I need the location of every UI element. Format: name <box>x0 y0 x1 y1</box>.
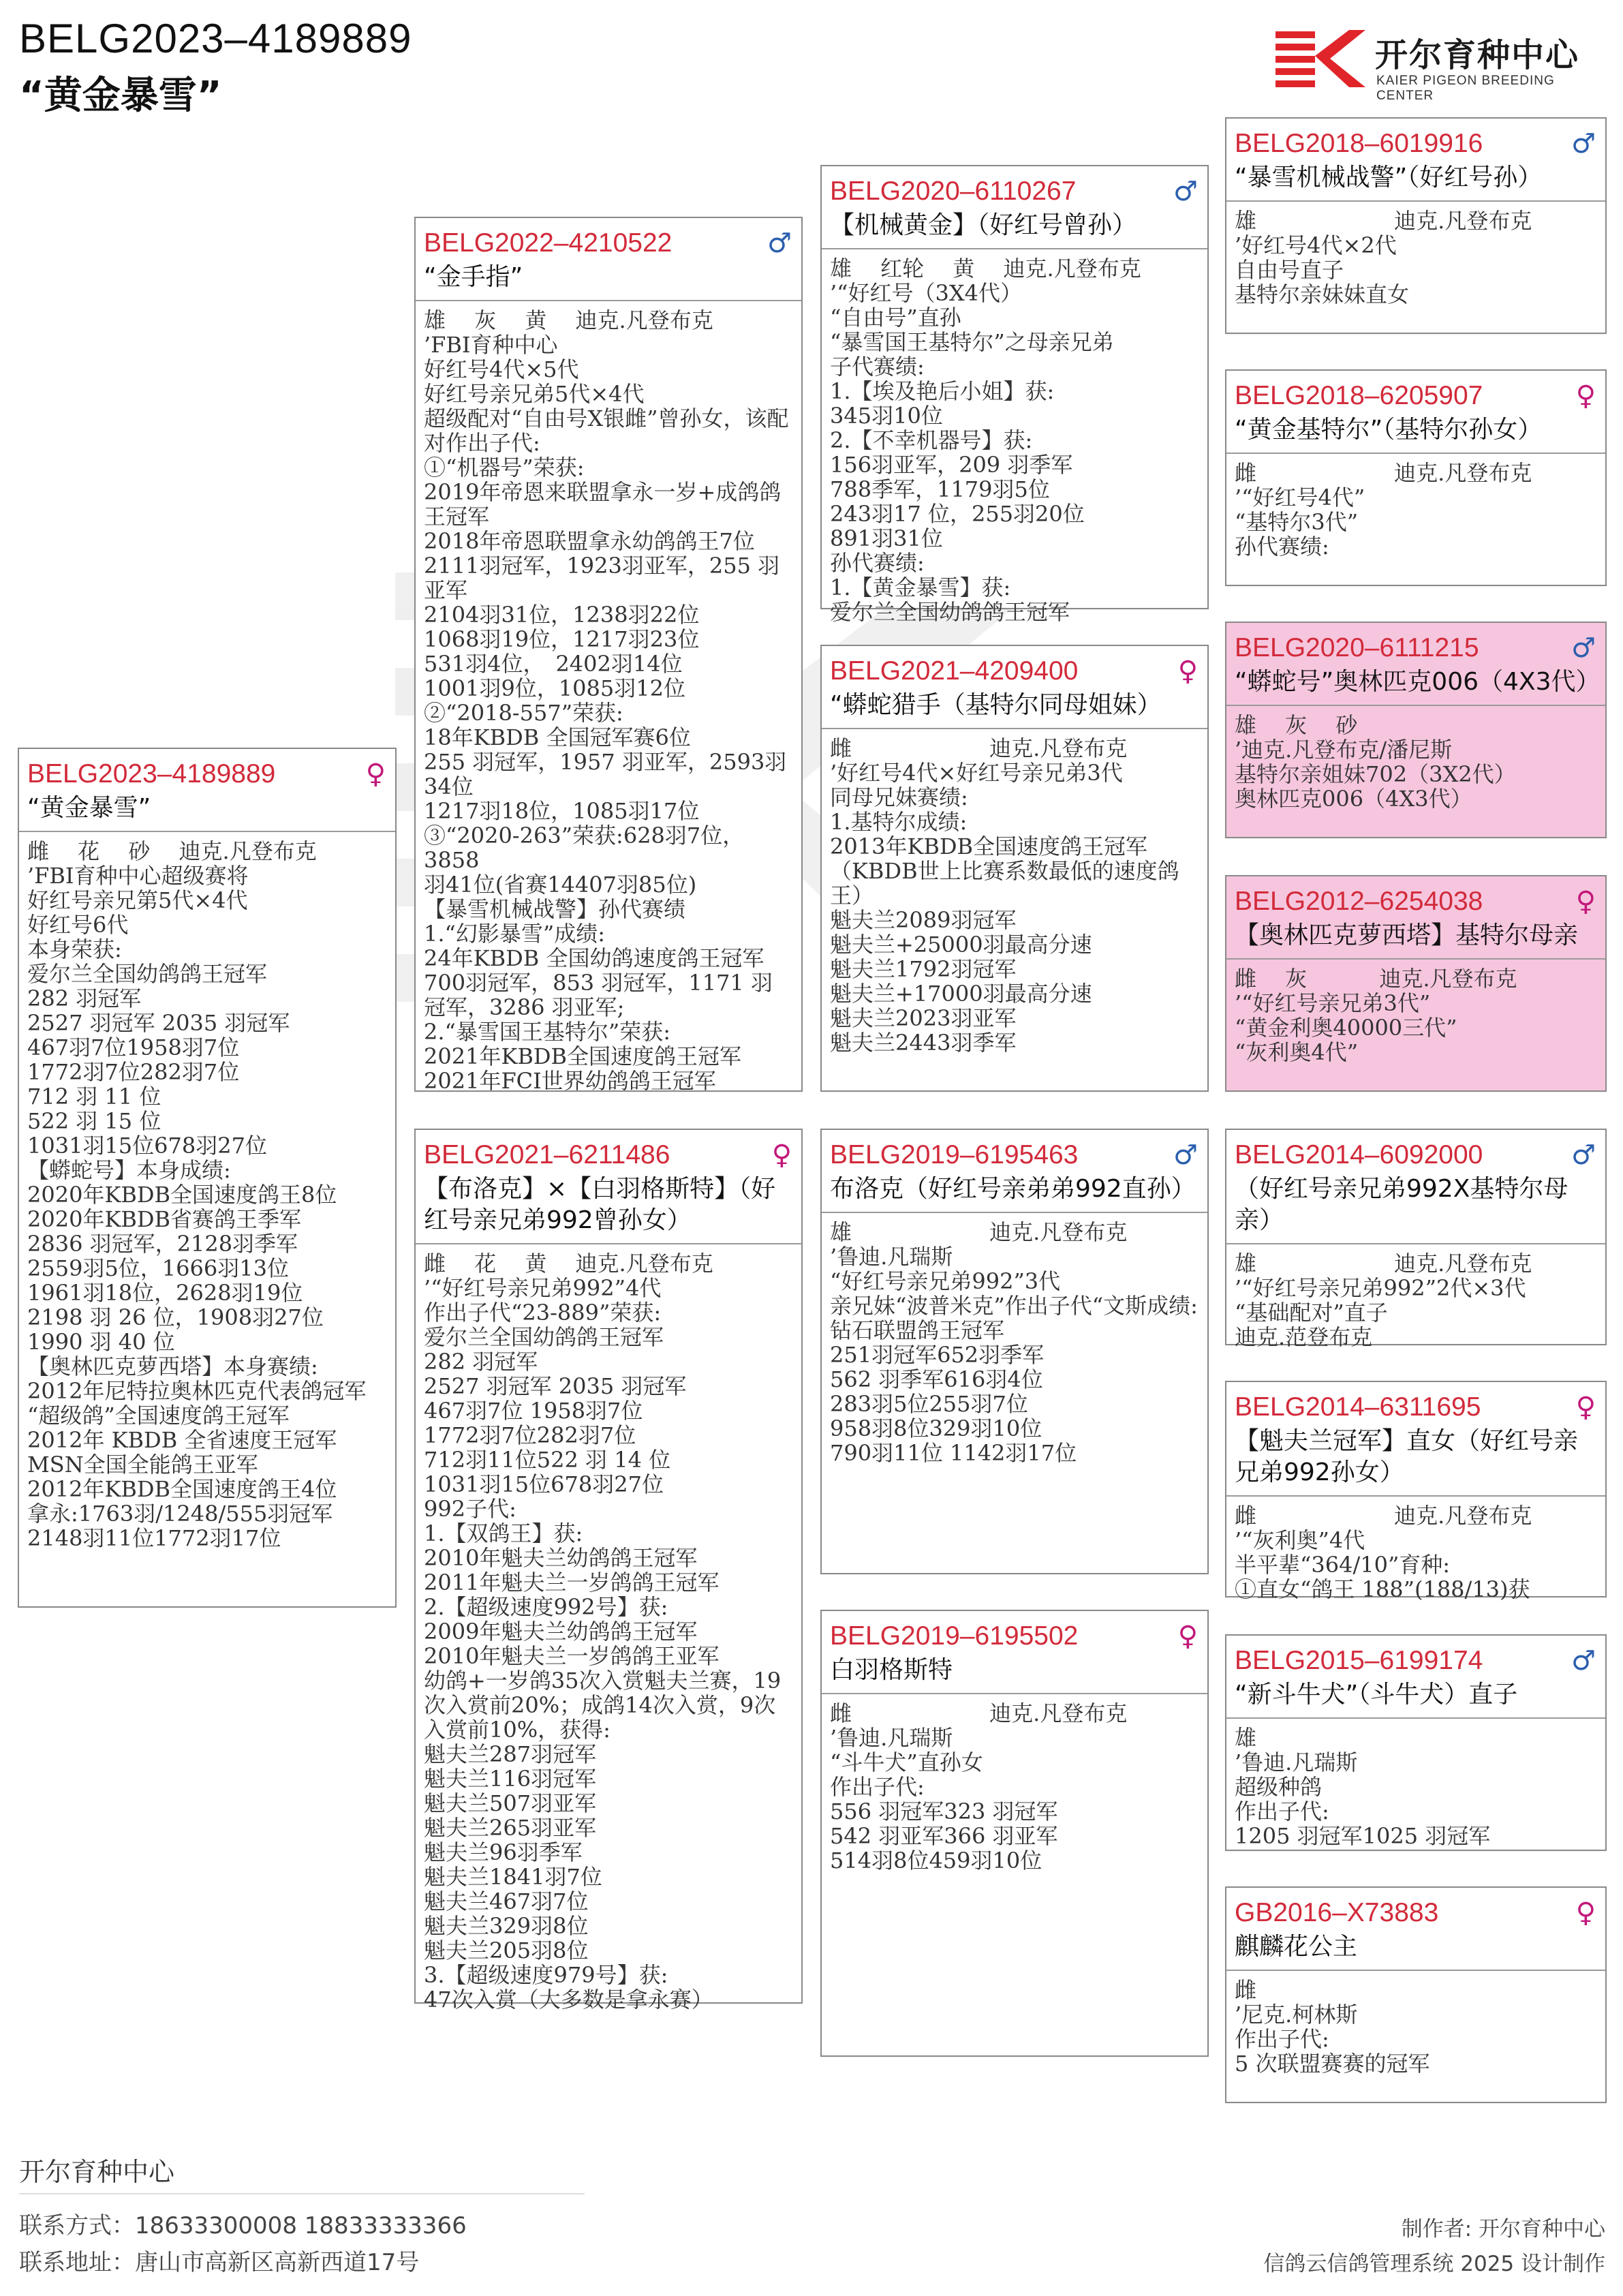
detail-line: 魁夫兰2089羽冠军 <box>830 907 1017 933</box>
header-pigeon-name: “黄金暴雪” <box>19 74 222 118</box>
detail-line: 467羽7位 1958羽7位 <box>424 1398 643 1424</box>
detail-line: 魁夫兰265羽亚军 <box>424 1815 597 1841</box>
pedigree-card-dam[interactable] <box>414 1129 803 2012</box>
detail-line: 243羽17 位，255羽20位 <box>830 501 1085 527</box>
footer-system: 信鸽云信鸽管理系统 2025 设计制作 <box>1263 2252 1605 2276</box>
detail-line: ’好红号4代×2代 <box>1235 232 1397 258</box>
detail-line: 2.“暴雪国王基特尔”荣获: <box>424 1019 671 1045</box>
pedigree-card-subject[interactable] <box>18 748 397 1608</box>
pigeon-title: “黄金暴雪” <box>27 794 151 822</box>
ring-number: BELG2019–6195502 <box>830 1621 1079 1651</box>
detail-line: 魁夫兰467羽7位 <box>424 1888 589 1914</box>
detail-line: 542 羽亚军366 羽亚军 <box>830 1823 1058 1849</box>
detail-line: 790羽11位 1142羽17位 <box>830 1440 1077 1466</box>
detail-line: ①直女“鸽王 188”(188/13)获 <box>1235 1576 1530 1602</box>
card-header <box>822 166 1207 249</box>
detail-line: 好红号4代×5代 <box>424 356 579 382</box>
detail-line: 魁夫兰507羽亚军 <box>424 1790 597 1816</box>
detail-lines <box>27 863 387 1550</box>
detail-line: 魁夫兰1792羽冠军 <box>830 956 1017 982</box>
detail-line: ’鲁迪.凡瑞斯 <box>830 1244 953 1270</box>
detail-line: 魁夫兰+25000羽最高分速 <box>830 932 1092 958</box>
pigeon-meta: 雄 迪克.凡登布克 <box>1235 1251 1532 1276</box>
detail-line: 2836 羽冠军，2128羽季军 <box>27 1231 298 1257</box>
detail-line: 钻石联盟鸽王冠军 <box>830 1317 1005 1343</box>
detail-line: 2010年魁夫兰幼鸽鸽王冠军 <box>424 1545 698 1571</box>
card-details <box>416 301 801 1093</box>
detail-line: 156羽亚军，209 羽季军 <box>830 452 1073 478</box>
pedigree-card-ddd[interactable] <box>1225 1886 1607 2103</box>
detail-line: 魁夫兰205羽8位 <box>424 1938 589 1963</box>
detail-lines <box>424 1276 793 2012</box>
detail-line: “基特尔3代” <box>1235 509 1359 535</box>
pigeon-title: 【魁夫兰冠军】直女（好红号亲兄弟992孙女） <box>1235 1427 1579 1486</box>
detail-line: 2020年KBDB省赛鸽王季军 <box>27 1206 302 1232</box>
detail-line: 幼鸽+一岁鸽35次入赏魁夫兰赛，19次入赏前20%；成鸽14次入赏，9次入赏前10%，获得: <box>424 1668 782 1743</box>
kaier-logo <box>1273 26 1607 103</box>
ring-number: BELG2012–6254038 <box>1235 887 1483 916</box>
detail-line: 1772羽7位282羽7位 <box>424 1422 636 1448</box>
detail-line: 孙代赛绩: <box>1235 534 1329 560</box>
detail-line: 1217羽18位，1085羽17位 <box>424 798 700 824</box>
detail-line: 自由号直子 <box>1235 257 1344 283</box>
detail-line: 2009年魁夫兰幼鸽鸽王冠军 <box>424 1619 698 1644</box>
pigeon-meta: 雄 迪克.凡登布克 <box>1235 208 1532 234</box>
ring-number: BELG2019–6195463 <box>830 1140 1079 1169</box>
footer-address: 联系地址：唐山市高新区高新西道17号 <box>19 2249 420 2276</box>
detail-lines <box>830 281 1199 624</box>
ring-number: BELG2021–6211486 <box>424 1140 670 1169</box>
card-details <box>1226 706 1605 811</box>
pigeon-title: 布洛克（好红号亲弟弟992直孙） <box>830 1175 1196 1203</box>
card-header <box>416 218 801 301</box>
pedigree-card-sire-sire[interactable] <box>820 165 1209 625</box>
detail-line: 24年KBDB 全国幼鸽速度鸽王冠军 <box>424 945 764 971</box>
pigeon-title: “新斗牛犬”（斗牛犬）直子 <box>1235 1681 1518 1709</box>
detail-line: 2012年KBDB全国速度鸽王4位 <box>27 1476 337 1502</box>
detail-lines <box>1235 2002 1597 2076</box>
detail-line: 本身荣获: <box>27 936 122 962</box>
pedigree-card-sire-dam[interactable] <box>820 645 1209 1092</box>
card-header <box>1226 1382 1605 1497</box>
detail-line: 半平辈“364/10”育种: <box>1235 1552 1451 1578</box>
detail-line: 2021年KBDB全国速度鸽王冠军 <box>424 1043 742 1069</box>
pigeon-title: “暴雪机械战警”（好红号孙） <box>1235 164 1543 192</box>
footer-divider <box>19 2193 585 2194</box>
detail-line: 2012年尼特拉奥林匹克代表鸽冠军 <box>27 1378 367 1404</box>
detail-line: 712 羽 11 位 <box>27 1084 161 1109</box>
pigeon-meta: 雄 迪克.凡登布克 <box>830 1219 1128 1245</box>
detail-line: 1961羽18位，2628羽19位 <box>27 1280 303 1306</box>
detail-line: 2148羽11位1772羽17位 <box>27 1525 281 1551</box>
detail-line: 魁夫兰329羽8位 <box>424 1913 589 1939</box>
detail-line: 47次入赏（大多数是拿永赛） <box>424 1987 713 2012</box>
detail-line: 18年KBDB 全国冠军赛6位 <box>424 724 691 750</box>
detail-line: 556 羽冠军323 羽冠军 <box>830 1798 1058 1824</box>
pigeon-meta: 雄 红轮 黄 迪克.凡登布克 <box>830 256 1141 281</box>
header-ring-number: BELG2023–4189889 <box>19 16 412 61</box>
pedigree-card-sire[interactable] <box>414 217 803 1092</box>
detail-line: 基特尔亲妹妹直女 <box>1235 281 1410 307</box>
detail-line: “斗牛犬”直孙女 <box>830 1749 983 1775</box>
female-icon: ♀ <box>1177 1621 1198 1652</box>
detail-line: 好红号亲兄弟5代×4代 <box>424 381 645 407</box>
detail-line: 孙代赛绩: <box>830 550 925 576</box>
detail-line: 531羽4位， 2402羽14位 <box>424 651 683 677</box>
detail-line: ’“好红号亲兄弟992”2代×3代 <box>1235 1275 1526 1301</box>
detail-line: ’鲁迪.凡瑞斯 <box>830 1725 953 1751</box>
detail-line: 5 次联盟赛赛的冠军 <box>1235 2051 1430 2077</box>
pigeon-meta: 雌 迪克.凡登布克 <box>1235 460 1532 486</box>
card-header <box>822 1130 1207 1213</box>
pigeon-meta: 雄 <box>1235 1725 1257 1751</box>
footer-phone: 联系方式：18633300008 18833333366 <box>19 2212 467 2239</box>
detail-line: 爱尔兰全国幼鸽鸽王冠军 <box>424 1324 664 1350</box>
detail-line: 奥林匹克006（4X3代） <box>1235 786 1472 812</box>
pigeon-title: 麒麟花公主 <box>1235 1933 1358 1961</box>
detail-line: 魁夫兰2443羽季军 <box>830 1030 1017 1056</box>
detail-line: 522 羽 15 位 <box>27 1108 161 1134</box>
detail-line: 2010年魁夫兰一岁鸽鸽王亚军 <box>424 1643 720 1669</box>
male-icon: ♂ <box>767 228 792 259</box>
card-details <box>1226 1719 1605 1848</box>
detail-lines <box>1235 1750 1597 1848</box>
detail-line: 爱尔兰全国幼鸽鸽王冠军 <box>830 599 1070 625</box>
detail-line: 3.【超级速度979号】获: <box>424 1962 668 1988</box>
detail-line: 魁夫兰1841羽7位 <box>424 1864 602 1890</box>
pigeon-meta: 雌 花 黄 迪克.凡登布克 <box>424 1251 713 1276</box>
detail-line: 作出子代: <box>1235 1798 1329 1824</box>
detail-line: 【奥林匹克萝西塔】本身赛绩: <box>27 1353 318 1379</box>
detail-line: 2527 羽冠军 2035 羽冠军 <box>27 1010 290 1036</box>
card-header <box>1226 1888 1605 1971</box>
detail-line: ’“好红号（3X4代） <box>830 280 1023 306</box>
card-details <box>1226 202 1605 307</box>
card-header <box>1226 371 1605 454</box>
detail-line: 羽41位(省赛14407羽85位) <box>424 872 697 898</box>
detail-line: 992子代: <box>424 1496 516 1522</box>
card-header <box>1226 119 1605 202</box>
detail-line: “超级鸽”全国速度鸽王冠军 <box>27 1403 290 1428</box>
pigeon-meta: 雌 <box>1235 1977 1257 2003</box>
detail-line: 958羽8位329羽10位 <box>830 1415 1042 1441</box>
detail-line: 1031羽15位678羽27位 <box>27 1133 267 1159</box>
detail-line: 2011年魁夫兰一岁鸽鸽王冠军 <box>424 1570 720 1595</box>
detail-line: 2111羽冠军，1923羽亚军，255 羽亚军 <box>424 553 780 603</box>
detail-line: 超级种鸽 <box>1235 1774 1323 1800</box>
pigeon-meta: 雌 灰 迪克.凡登布克 <box>1235 966 1517 992</box>
detail-lines <box>424 333 793 1093</box>
detail-line: “基础配对”直子 <box>1235 1300 1388 1326</box>
detail-line: 2.【超级速度992号】获: <box>424 1594 668 1620</box>
detail-line: 亲兄妹“波普米克”作出子代“文斯成绩: <box>830 1293 1198 1319</box>
detail-line: 1.【埃及艳后小姐】获: <box>830 378 1055 404</box>
kaier-k-logo-icon <box>1273 26 1368 91</box>
detail-line: 562 羽季军616羽4位 <box>830 1366 1043 1392</box>
pedigree-card-ssd[interactable] <box>1225 369 1607 586</box>
detail-line: “好红号亲兄弟992”3代 <box>830 1268 1061 1294</box>
detail-line: 子代赛绩: <box>830 354 925 380</box>
detail-line: “暴雪国王基特尔”之母亲兄弟 <box>830 329 1114 355</box>
detail-line: 【暴雪机械战警】孙代赛绩 <box>424 896 686 922</box>
pedigree-card-sds[interactable] <box>1225 622 1607 838</box>
detail-line: “自由号”直孙 <box>830 305 961 331</box>
card-details <box>1226 1244 1605 1349</box>
female-icon: ♀ <box>1575 380 1596 412</box>
detail-lines <box>830 1244 1199 1465</box>
card-details <box>1226 1971 1605 2076</box>
pigeon-title: “蟒蛇猎手（基特尔同母姐妹） <box>830 691 1162 719</box>
female-icon: ♀ <box>1575 886 1596 917</box>
detail-line: ’“灰利奥”4代 <box>1235 1527 1365 1553</box>
detail-line: ’迪克.凡登布克/潘尼斯 <box>1235 737 1453 763</box>
ring-number: BELG2015–6199174 <box>1235 1646 1483 1675</box>
detail-line: 1.【黄金暴雪】获: <box>830 575 1011 600</box>
detail-line: ②“2018-557”荣获: <box>424 700 623 726</box>
pedigree-card-dds[interactable] <box>1225 1634 1607 1851</box>
detail-line: 魁夫兰287羽冠军 <box>424 1741 597 1767</box>
card-header <box>1226 1636 1605 1719</box>
detail-line: “黄金利奥40000三代” <box>1235 1015 1457 1041</box>
detail-line: 2198 羽 26 位，1908羽27位 <box>27 1304 324 1330</box>
card-details <box>822 1213 1207 1465</box>
ring-number: BELG2014–6092000 <box>1235 1140 1483 1169</box>
pigeon-meta: 雄 灰 砂 <box>1235 712 1358 738</box>
detail-line: 345羽10位 <box>830 403 943 429</box>
detail-line: 282 羽冠军 <box>27 985 142 1011</box>
detail-line: 2019年帝恩来联盟拿永一岁+成鸽鸽王冠军 <box>424 479 782 530</box>
footer-organization: 开尔育种中心 <box>19 2157 175 2187</box>
card-header <box>1226 1130 1605 1244</box>
card-header <box>1226 876 1605 960</box>
male-icon: ♂ <box>1571 1139 1596 1171</box>
card-details <box>1226 454 1605 559</box>
detail-lines <box>1235 991 1597 1065</box>
pigeon-title: 白羽格斯特 <box>830 1656 953 1684</box>
detail-line: 作出子代“23-889”荣获: <box>424 1300 662 1326</box>
detail-lines <box>1235 737 1597 811</box>
detail-line: 1.【双鸽王】获: <box>424 1520 583 1546</box>
detail-line: 891羽31位 <box>830 525 943 551</box>
pedigree-card-sdd[interactable] <box>1225 875 1607 1092</box>
detail-line: 魁夫兰96羽季军 <box>424 1839 583 1865</box>
detail-line: MSN全国全能鸽王亚军 <box>27 1452 258 1478</box>
card-details <box>1226 1497 1605 1602</box>
detail-line: ’“好红号亲兄弟992”4代 <box>424 1275 662 1301</box>
detail-line: ’FBI育种中心 <box>424 332 558 358</box>
detail-lines <box>830 1726 1199 1873</box>
detail-line: 514羽8位459羽10位 <box>830 1848 1042 1873</box>
pedigree-card-dam-dam[interactable] <box>820 1610 1209 2057</box>
detail-line: 1031羽15位678羽27位 <box>424 1471 664 1497</box>
detail-line: 2.【不幸机器号】获: <box>830 427 1033 453</box>
card-details <box>822 729 1207 1055</box>
detail-line: 282 羽冠军 <box>424 1349 538 1375</box>
detail-line: 基特尔亲姐妹702（3X2代） <box>1235 761 1516 787</box>
detail-line: 作出子代: <box>830 1774 925 1800</box>
detail-line: 255 羽冠军，1957 羽亚军，2593羽34位 <box>424 749 787 799</box>
card-details <box>19 832 395 1550</box>
pigeon-meta: 雄 灰 黄 迪克.凡登布克 <box>424 307 713 333</box>
detail-lines <box>830 761 1199 1055</box>
detail-line: 2013年KBDB全国速度鸽王冠军 <box>830 833 1148 859</box>
detail-line: 1001羽9位，1085羽12位 <box>424 675 685 701</box>
detail-line: 魁夫兰2023羽亚军 <box>830 1005 1017 1031</box>
detail-line: 788季军，1179羽5位 <box>830 476 1050 502</box>
footer-maker: 制作者: 开尔育种中心 <box>1401 2217 1605 2241</box>
male-icon: ♂ <box>1571 1645 1596 1677</box>
detail-line: 2104羽31位，1238羽22位 <box>424 602 700 628</box>
detail-line: 拿永:1763羽/1248/555羽冠军 <box>27 1501 333 1527</box>
detail-line: 2559羽5位，1666羽13位 <box>27 1255 289 1281</box>
male-icon: ♂ <box>1571 632 1596 664</box>
card-details <box>416 1244 801 2012</box>
detail-line: 251羽冠军652羽季军 <box>830 1342 1045 1368</box>
detail-line: 1205 羽冠军1025 羽冠军 <box>1235 1823 1491 1849</box>
detail-line: ③“2020-263”荣获:628羽7位，3858 <box>424 823 745 873</box>
detail-line: 【蟒蛇号】本身成绩: <box>27 1157 231 1183</box>
card-details <box>822 249 1207 624</box>
detail-line: ’尼克.柯林斯 <box>1235 2002 1358 2027</box>
detail-line: ’鲁迪.凡瑞斯 <box>1235 1749 1358 1775</box>
detail-line: 好红号6代 <box>27 912 129 938</box>
logo-chinese-name: 开尔育种中心 <box>1375 36 1580 74</box>
ring-number: BELG2023–4189889 <box>27 759 276 789</box>
female-icon: ♀ <box>771 1139 792 1171</box>
detail-line: ’“好红号亲兄弟3代” <box>1235 990 1431 1016</box>
card-header <box>822 1611 1207 1694</box>
detail-lines <box>1235 1528 1597 1602</box>
pigeon-title: 【布洛克】×【白羽格斯特】（好红号亲兄弟992曾孙女） <box>424 1175 776 1234</box>
ring-number: BELG2022–4210522 <box>424 228 673 258</box>
card-details <box>822 1694 1207 1873</box>
detail-line: 1.“幻影暴雪”成绩: <box>424 921 606 947</box>
card-header <box>416 1130 801 1244</box>
detail-line: “灰利奥4代” <box>1235 1039 1359 1065</box>
pigeon-meta: 雌 迪克.凡登布克 <box>830 735 1128 761</box>
detail-lines <box>1235 1276 1597 1349</box>
detail-lines <box>1235 485 1597 559</box>
detail-line: 1772羽7位282羽7位 <box>27 1059 240 1085</box>
pigeon-meta: 雌 花 砂 迪克.凡登布克 <box>27 838 317 864</box>
ring-number: BELG2020–6110267 <box>830 177 1077 206</box>
pigeon-title: 【机械黄金】（好红号曾孙） <box>830 211 1137 239</box>
pigeon-title: “金手指” <box>424 263 523 291</box>
detail-line: 同母兄妹赛绩: <box>830 784 968 810</box>
pedigree-card-sss[interactable] <box>1225 117 1607 334</box>
pigeon-title: “蟒蛇号”奥林匹克006（4X3代） <box>1235 668 1601 696</box>
female-icon: ♀ <box>1575 1392 1596 1423</box>
pigeon-title: （好红号亲兄弟992X基特尔母亲） <box>1235 1175 1568 1234</box>
card-header <box>822 646 1207 729</box>
detail-line: 2018年帝恩联盟拿永幼鸽鸽王7位 <box>424 528 755 554</box>
detail-line: 467羽7位1958羽7位 <box>27 1035 240 1060</box>
female-icon: ♀ <box>365 759 386 790</box>
detail-line: 迪克.范登布克 <box>1235 1324 1373 1350</box>
male-icon: ♂ <box>1173 176 1198 207</box>
logo-english-name: KAIER PIGEON BREEDING CENTER <box>1376 74 1555 103</box>
detail-line: 2012年 KBDB 全省速度王冠军 <box>27 1427 337 1453</box>
detail-line: ’好红号4代×好红号亲兄弟3代 <box>830 760 1123 786</box>
detail-line: 爱尔兰全国幼鸽鸽王冠军 <box>27 961 268 987</box>
pedigree-card-dss[interactable] <box>1225 1129 1607 1350</box>
ring-number: BELG2018–6019916 <box>1235 129 1483 158</box>
detail-line: ①“机器号”荣获: <box>424 455 585 480</box>
detail-line: （KBDB世上比赛系数最低的速度鸽王） <box>830 858 1179 908</box>
male-icon: ♂ <box>1571 128 1596 159</box>
detail-line: 好红号亲兄第5代×4代 <box>27 887 248 913</box>
detail-line: 283羽5位255羽7位 <box>830 1391 1028 1417</box>
ring-number: BELG2014–6311695 <box>1235 1392 1481 1422</box>
pigeon-meta: 雌 迪克.凡登布克 <box>830 1700 1128 1726</box>
detail-line: 2527 羽冠军 2035 羽冠军 <box>424 1373 687 1399</box>
detail-line: 700羽冠军，853 羽冠军，1171 羽冠军，3286 羽亚军; <box>424 970 773 1020</box>
pigeon-title: “黄金基特尔”（基特尔孙女） <box>1235 416 1543 444</box>
card-details <box>1226 960 1605 1065</box>
male-icon: ♂ <box>1173 1139 1198 1171</box>
detail-line: ’FBI育种中心超级赛将 <box>27 863 249 889</box>
card-header <box>1226 623 1605 706</box>
pigeon-meta: 雌 迪克.凡登布克 <box>1235 1503 1532 1529</box>
ring-number: BELG2018–6205907 <box>1235 381 1483 410</box>
detail-line: 712羽11位522 羽 14 位 <box>424 1447 671 1473</box>
female-icon: ♀ <box>1575 1897 1596 1929</box>
detail-line: 超级配对“自由号X银雌”曾孙女，该配对作出子代: <box>424 405 789 456</box>
detail-line: 1.基特尔成绩: <box>830 809 968 835</box>
ring-number: BELG2021–4209400 <box>830 656 1079 686</box>
detail-line: 1068羽19位，1217羽23位 <box>424 626 700 652</box>
pigeon-title: 【奥林匹克萝西塔】基特尔母亲 <box>1235 921 1579 949</box>
detail-line: 作出子代: <box>1235 2026 1329 2052</box>
detail-line: 魁夫兰116羽冠军 <box>424 1766 597 1792</box>
detail-line: 1990 羽 40 位 <box>27 1329 175 1355</box>
ring-number: GB2016–X73883 <box>1235 1898 1439 1927</box>
pedigree-card-dsd[interactable] <box>1225 1381 1607 1602</box>
pedigree-card-dam-sire[interactable] <box>820 1129 1209 1574</box>
ring-number: BELG2020–6111215 <box>1235 633 1479 662</box>
detail-line: 魁夫兰+17000羽最高分速 <box>830 981 1092 1007</box>
detail-lines <box>1235 233 1597 307</box>
female-icon: ♀ <box>1177 656 1198 687</box>
card-header <box>19 749 395 832</box>
detail-line: 2021年FCI世界幼鸽鸽王冠军 <box>424 1068 716 1094</box>
detail-line: ’“好红号4代” <box>1235 485 1365 510</box>
detail-line: 2020年KBDB全国速度鸽王8位 <box>27 1182 337 1208</box>
